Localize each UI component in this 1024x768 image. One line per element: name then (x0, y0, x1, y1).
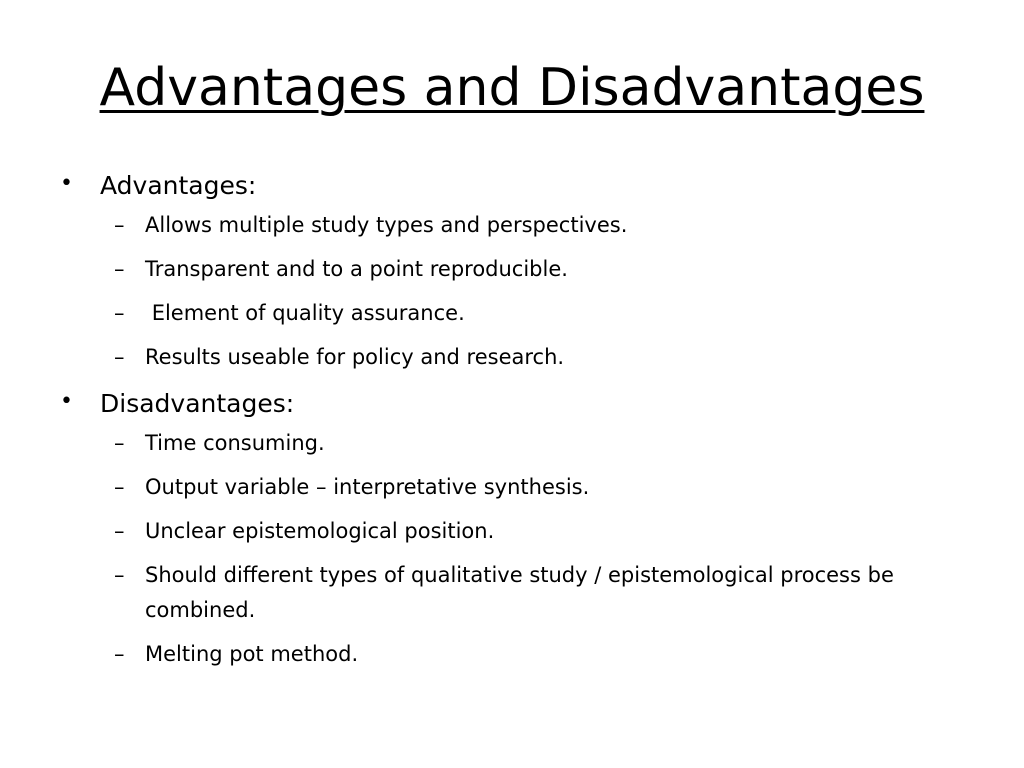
list-item-text: Should different types of qualitative study / epistemological process be combined. (145, 563, 901, 622)
dash-icon: – (114, 519, 125, 543)
advantages-list (60, 208, 940, 375)
list-item (114, 296, 940, 331)
section-heading: Advantages: (100, 171, 257, 200)
list-item-text: Unclear epistemological position. (145, 519, 495, 543)
list-item (114, 558, 940, 628)
list-item (114, 208, 940, 243)
dash-icon: – (114, 213, 125, 237)
list-item-text: Time consuming. (145, 431, 325, 455)
list-item-text: Allows multiple study types and perspectives. (145, 213, 628, 237)
dash-icon: – (114, 642, 125, 666)
dash-icon: – (114, 257, 125, 281)
slide-title (0, 52, 1024, 124)
list-item-text: Melting pot method. (145, 642, 359, 666)
bullet-icon: • (60, 171, 73, 196)
list-item (114, 340, 940, 375)
list-item (114, 252, 940, 287)
dash-icon: – (114, 345, 125, 369)
section-disadvantages (60, 384, 940, 672)
content-list (60, 166, 940, 681)
list-item (114, 426, 940, 461)
dash-icon: – (114, 301, 125, 325)
list-item-text: Output variable – interpretative synthesis. (145, 475, 590, 499)
disadvantages-list (60, 426, 940, 672)
list-item-text: Results useable for policy and research. (145, 345, 565, 369)
bullet-icon: • (60, 389, 73, 414)
section-advantages (60, 166, 940, 375)
list-item-text: Transparent and to a point reproducible. (145, 257, 568, 281)
list-item (114, 470, 940, 505)
dash-icon: – (114, 563, 125, 587)
dash-icon: – (114, 431, 125, 455)
slide-title-text: Advantages and Disadvantages (99, 58, 925, 118)
list-item (114, 514, 940, 549)
list-item (114, 637, 940, 672)
dash-icon: – (114, 475, 125, 499)
list-item-text: Element of quality assurance. (145, 301, 465, 325)
section-heading: Disadvantages: (100, 389, 295, 418)
